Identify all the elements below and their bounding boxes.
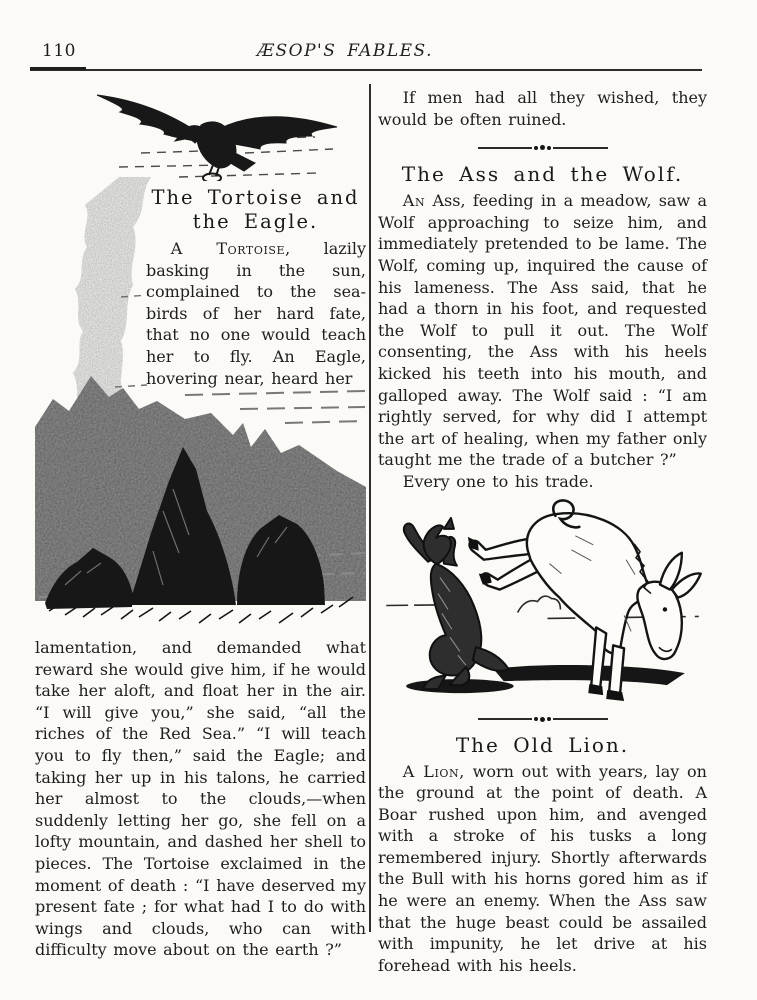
ornament-line (553, 147, 608, 149)
ornament-dots (532, 717, 553, 722)
section-divider-ornament (478, 143, 608, 152)
running-head-title: ÆSOP'S FABLES. (257, 41, 433, 61)
ass-wolf-paragraph-text: Ass, feeding in a meadow, saw a Wolf approaching to seize him, and immediately pretended to be lame. The Wolf, coming up, inquired the cause of his lameness. The Ass said, that he had a thorn in his foot, and requested the Wolf to pull it out. The Wolf consenting, the Ass with his heels kicked his teeth into his mouth, and galloped away. The Wolf said : “I am rightly served, for why did I attempt the art of healing, when my father only taught me the trade of a butcher ?” (378, 191, 707, 470)
lion-lead-smallcaps: A Lion, (402, 761, 465, 781)
tortoise-eagle-paragraph-2: lamentation, and demanded what reward she would give him, if he would take her aloft, and float her in the air. “I will give you,” she said, “all the riches of the Red Sea.” “I will teach you to fly then,” said the Eagle; and taking her up in his talons, he carried her almost to the clouds,—when suddenly letting her go, she fell on a lofty mountain, and dashed her shell to pieces. The Tortoise exclaimed in the moment of death : “I have deserved my present fate ; for what had I to do with wings and clouds, who can with difficulty move about on the earth ?” (35, 638, 366, 960)
mountains-illustration (35, 361, 366, 633)
section-divider-ornament (478, 715, 608, 724)
ornament-line (478, 147, 533, 149)
eagle-tortoise-illustration (83, 87, 348, 181)
carryover-moral-text: If men had all they wished, they would be often ruined. (378, 88, 707, 129)
ornament-dot (540, 717, 545, 722)
ass-lead-smallcaps: An (402, 191, 426, 211)
ass-kicking-wolf-figure (378, 498, 707, 710)
tortoise-paragraph-1-text: lazily basking in the sun, complained to the sea-birds of her hard fate, that no one would teach her to fly. An Eagle, hovering near, heard her (146, 239, 366, 388)
header-rule (30, 69, 702, 71)
header-rule-end (30, 67, 86, 70)
tortoise-eagle-title-line1: The Tortoise and (151, 186, 360, 209)
page-number: 110 (42, 41, 76, 61)
ass-wolf-title: The Ass and the Wolf. (401, 162, 684, 187)
column-divider-rule (369, 84, 371, 932)
ornament-dot (534, 717, 538, 721)
old-lion-paragraph-text: worn out with years, lay on the ground at the point of death. A Boar rushed upon him, and avenged with a stroke of his tusks a long remembered injury. Shortly afterwards the Bull with his horns gored him as if he were an enemy. When the Ass saw that the huge beast could be assailed with impunity, he let drive at his forehead with his heels. (378, 761, 707, 975)
tortoise-eagle-title (145, 186, 366, 234)
old-lion-paragraph (378, 761, 707, 977)
tortoise-eagle-title-line2: the Eagle. (192, 210, 319, 233)
ass-wolf-moral: Every one to his trade. (402, 471, 594, 491)
ornament-dot (534, 146, 538, 150)
right-column (378, 84, 707, 976)
ornament-dot (540, 145, 545, 150)
ornament-line (478, 718, 533, 720)
ornament-dots (532, 145, 553, 150)
ass-kicking-wolf-illustration (378, 498, 707, 710)
old-lion-title: The Old Lion. (455, 732, 630, 757)
left-column (35, 85, 366, 965)
ass-wolf-paragraph (378, 190, 707, 471)
tortoise-lead-smallcaps: A Tortoise, (170, 239, 291, 258)
ornament-dot (547, 717, 551, 721)
ornament-dot (547, 146, 551, 150)
ornament-line (553, 718, 608, 720)
